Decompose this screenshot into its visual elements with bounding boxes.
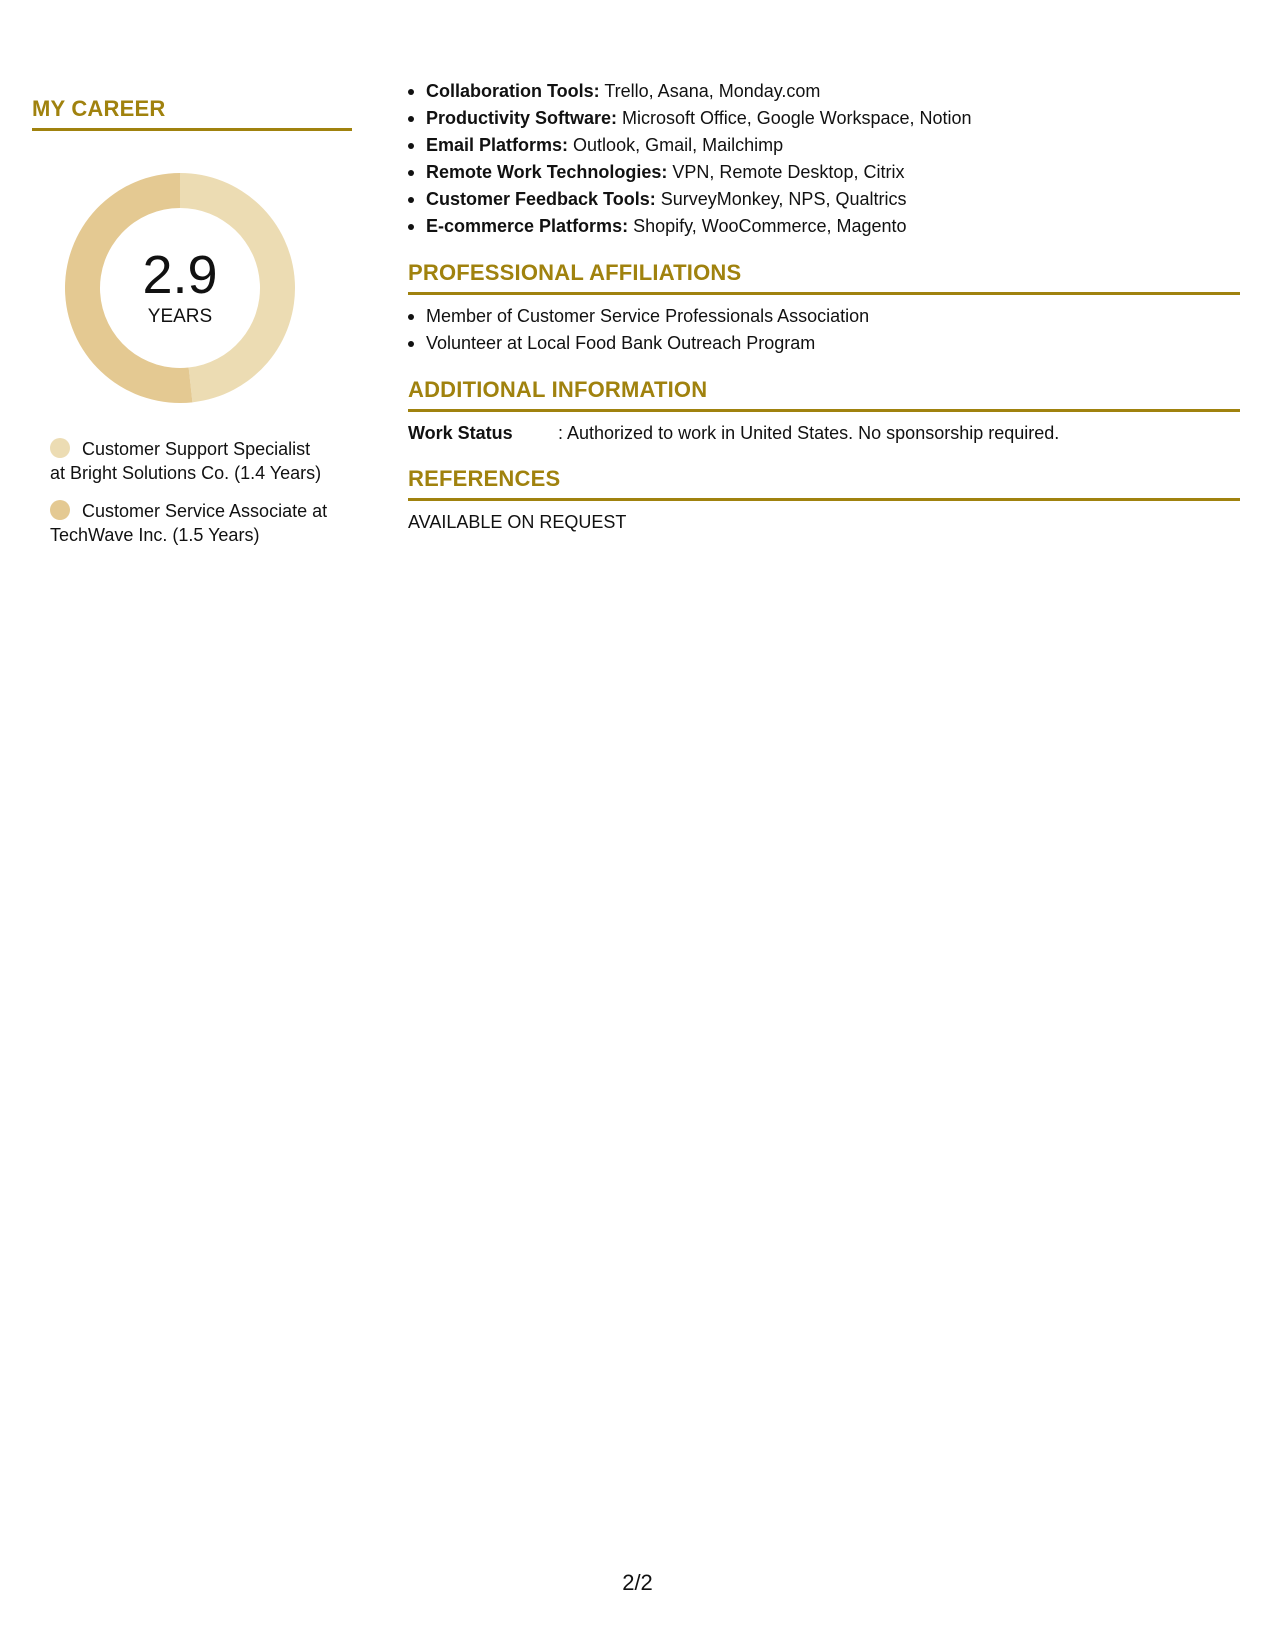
skill-value: Shopify, WooCommerce, Magento bbox=[628, 216, 907, 236]
skill-key: Remote Work Technologies: bbox=[426, 162, 668, 182]
total-years-value: 2.9 bbox=[142, 245, 218, 305]
main-column bbox=[408, 78, 1240, 535]
career-section bbox=[32, 96, 352, 561]
career-donut-chart bbox=[65, 173, 295, 403]
references-text: AVAILABLE ON REQUEST bbox=[408, 512, 627, 532]
work-status-row bbox=[408, 420, 1240, 446]
list-item bbox=[408, 78, 1240, 105]
work-status-key: Work Status bbox=[408, 423, 513, 443]
list-item bbox=[408, 105, 1240, 132]
skill-key: Productivity Software: bbox=[426, 108, 618, 128]
list-item bbox=[408, 132, 1240, 159]
list-item bbox=[408, 186, 1240, 213]
skill-value: Trello, Asana, Monday.com bbox=[599, 81, 821, 101]
legend-item bbox=[50, 499, 330, 547]
legend-item bbox=[50, 437, 330, 485]
skill-key: Customer Feedback Tools: bbox=[426, 189, 656, 209]
legend-label: Customer Service Associate at TechWave Inc. (1.5 Years) bbox=[50, 501, 328, 545]
list-item: Member of Customer Service Professionals Association bbox=[408, 303, 1240, 330]
skill-key: Collaboration Tools: bbox=[426, 81, 600, 101]
career-title: MY CAREER bbox=[32, 96, 352, 131]
references-title: REFERENCES bbox=[408, 466, 1240, 501]
skill-value: SurveyMonkey, NPS, Qualtrics bbox=[655, 189, 907, 209]
legend-label: Customer Support Specialist at Bright Solutions Co. (1.4 Years) bbox=[50, 439, 322, 483]
page-number: 2/2 bbox=[622, 1570, 653, 1595]
skill-key: E-commerce Platforms: bbox=[426, 216, 629, 236]
legend-dot-icon bbox=[50, 438, 70, 458]
donut-center bbox=[65, 173, 295, 403]
affiliations-list bbox=[408, 303, 1240, 357]
list-item bbox=[408, 159, 1240, 186]
skill-value: Microsoft Office, Google Workspace, Notion bbox=[617, 108, 972, 128]
work-status-value: : Authorized to work in United States. No sponsorship required. bbox=[558, 423, 1060, 443]
legend-dot-icon bbox=[50, 500, 70, 520]
list-item bbox=[408, 213, 1240, 240]
total-years-unit: YEARS bbox=[147, 306, 213, 327]
additional-info-title: ADDITIONAL INFORMATION bbox=[408, 377, 1240, 412]
skill-value: Outlook, Gmail, Mailchimp bbox=[568, 135, 784, 155]
list-item: Volunteer at Local Food Bank Outreach Program bbox=[408, 330, 1240, 357]
affiliations-title: PROFESSIONAL AFFILIATIONS bbox=[408, 260, 1240, 295]
skill-value: VPN, Remote Desktop, Citrix bbox=[667, 162, 905, 182]
skills-list bbox=[408, 78, 1240, 240]
career-legend bbox=[32, 437, 352, 547]
skill-key: Email Platforms: bbox=[426, 135, 569, 155]
